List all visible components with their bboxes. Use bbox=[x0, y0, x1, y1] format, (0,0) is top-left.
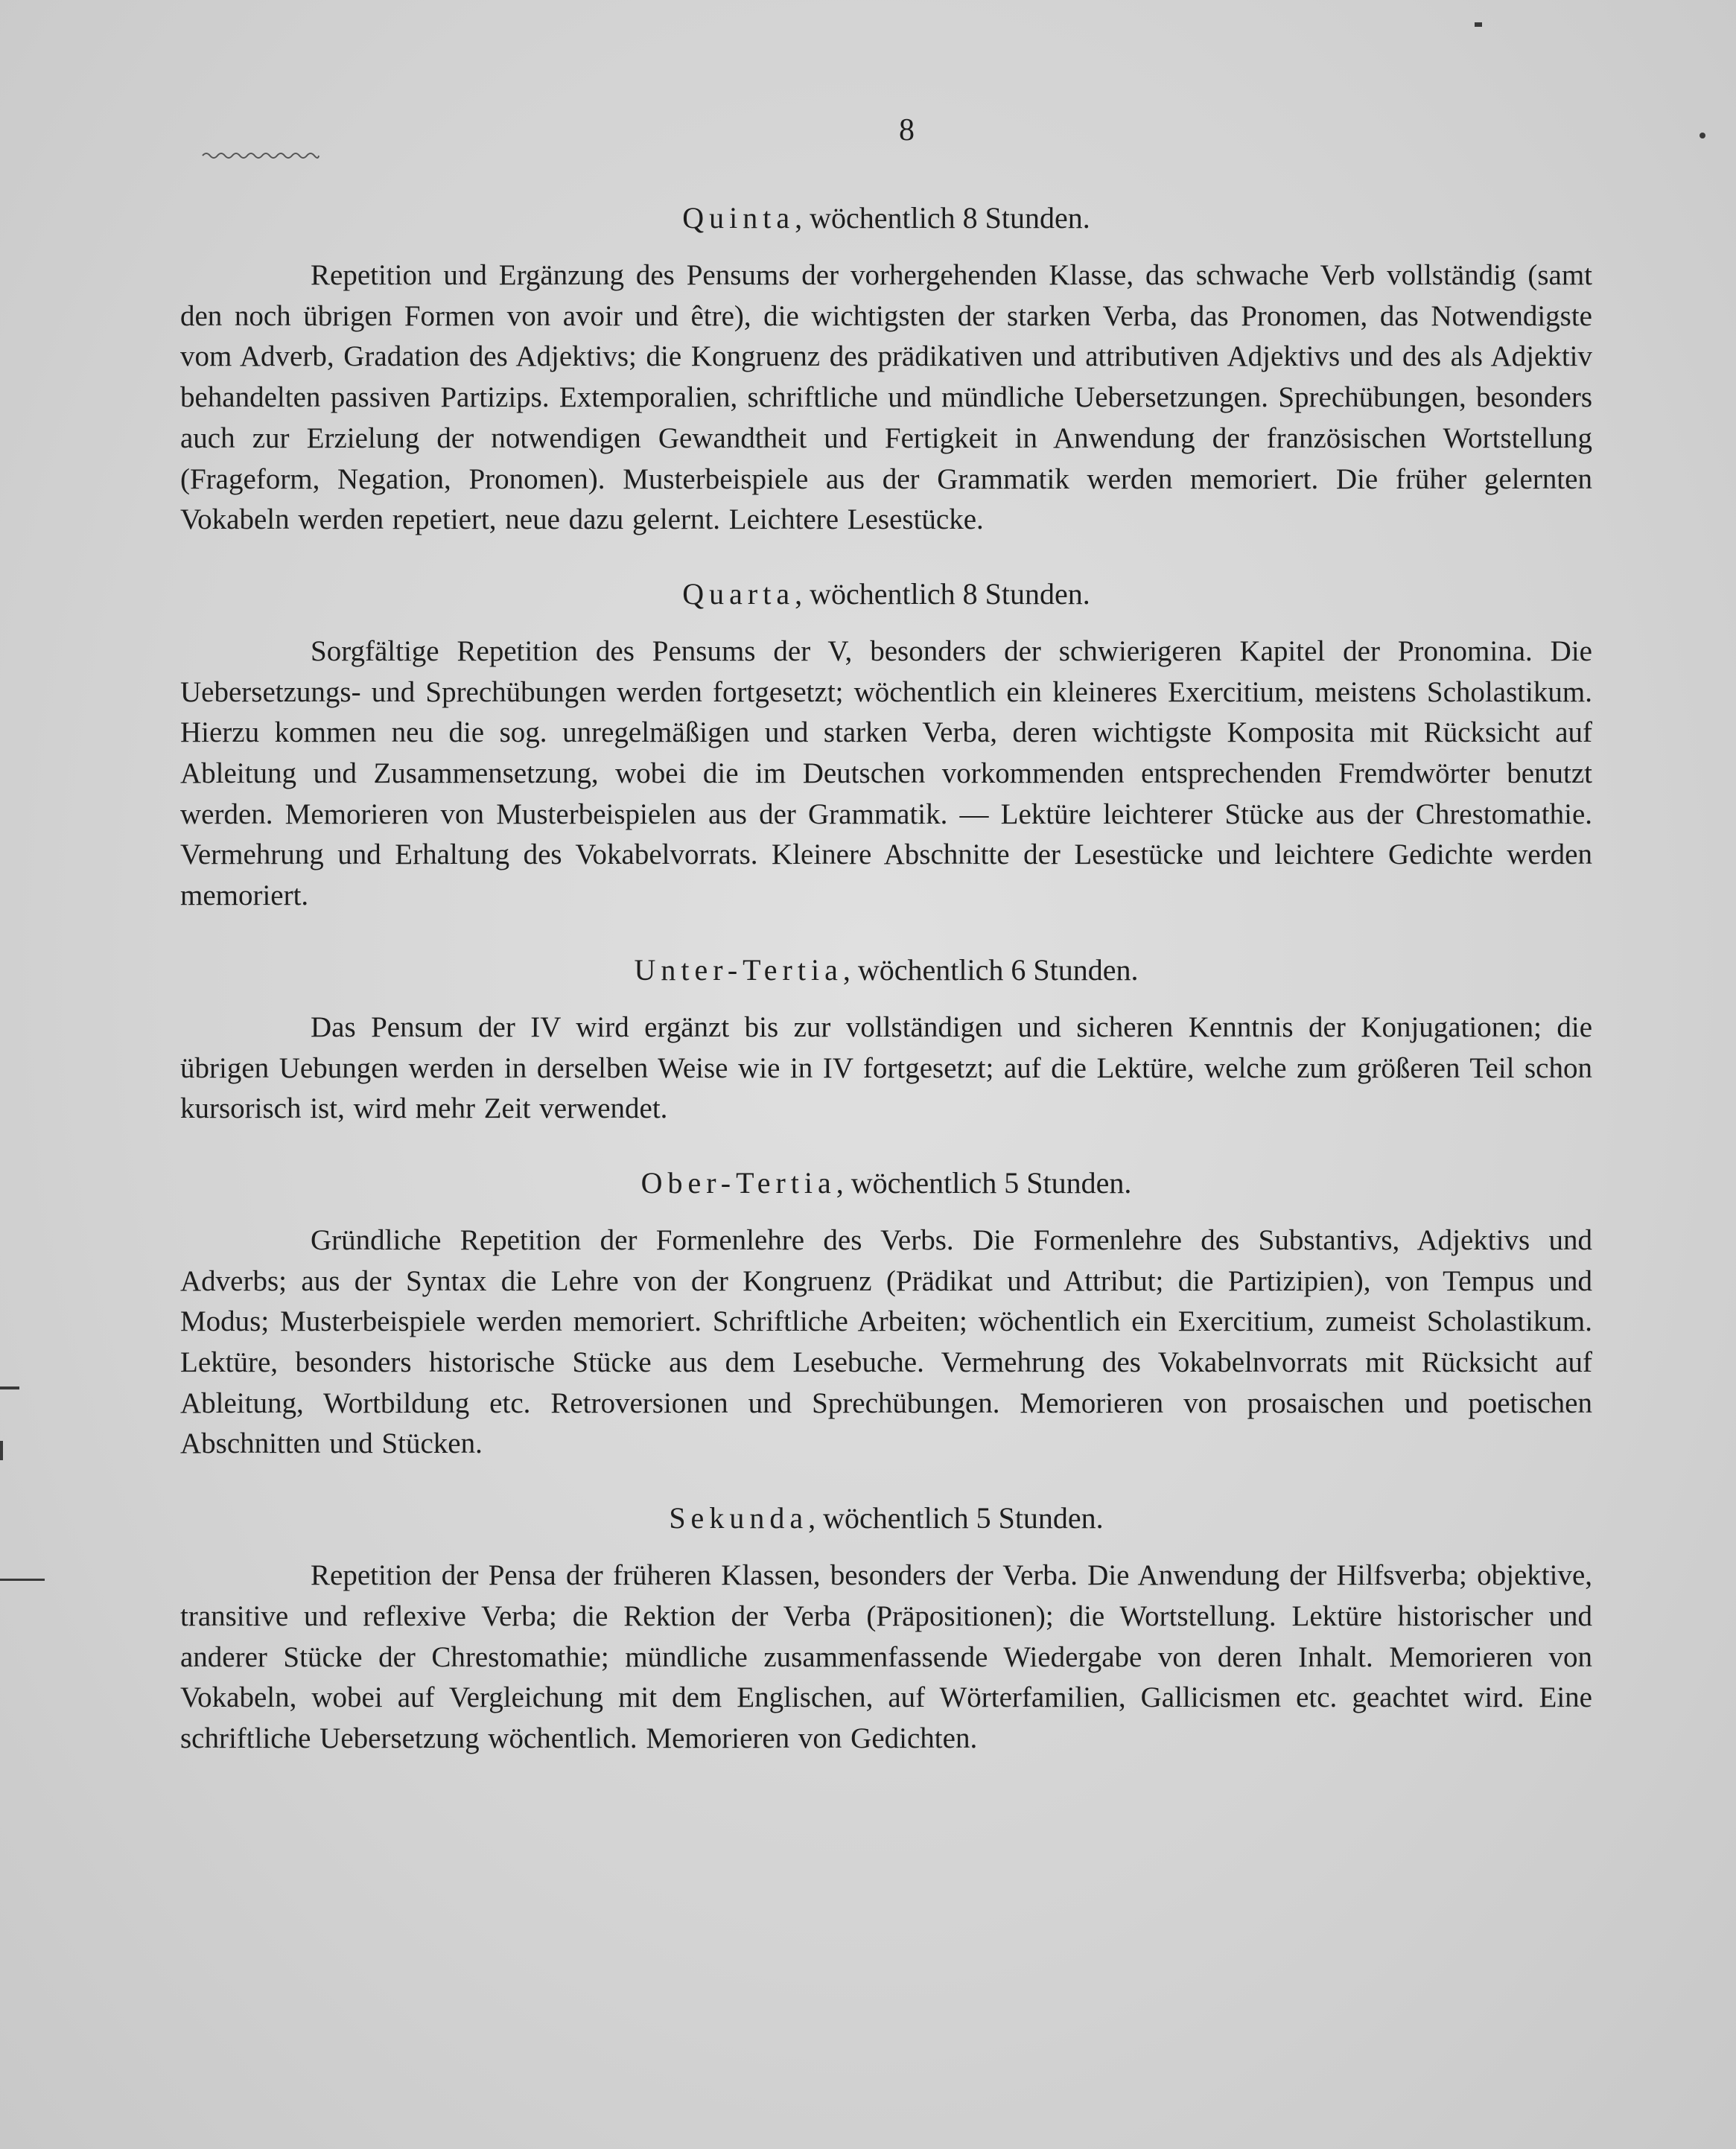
margin-mark bbox=[1700, 133, 1705, 139]
section-heading bbox=[180, 1497, 1592, 1539]
section-paragraph: Repetition der Pensa der früheren Klassen, besonders der Verba. Die Anwendung der Hilfsverba; objektive, transitive und reflexive Verba; die Rektion der Verba (Präpositionen); die Wortstellung. Lektüre historischer und anderer Stücke der Chrestomathie; mündliche zusammenfassende Wiedergabe von deren Inhalt. Memorieren von Vokabeln, wobei auf Vergleichung mit dem Englischen, auf Wörterfamilien, Gallicismen etc. geachtet wird. Eine schriftliche Uebersetzung wöchentlich. Memorieren von Gedichten. bbox=[180, 1559, 1592, 1754]
page-number-ornament bbox=[201, 150, 320, 161]
heading-hours: , wöchentlich 8 Stunden. bbox=[795, 576, 1090, 611]
heading-class-name: Quarta bbox=[682, 576, 795, 611]
heading-hours: , wöchentlich 8 Stunden. bbox=[795, 201, 1090, 235]
heading-hours: , wöchentlich 5 Stunden. bbox=[836, 1165, 1132, 1200]
section-unter-tertia bbox=[180, 949, 1592, 1130]
margin-mark bbox=[0, 1579, 45, 1581]
section-paragraph: Das Pensum der IV wird ergänzt bis zur vollständigen und sicheren Kenntnis der Konjugationen; die übrigen Uebungen werden in derselben Weise wie in IV fortgesetzt; auf die Lektüre, welche zum größeren Teil schon kursorisch ist, wird mehr Zeit verwendet. bbox=[180, 1010, 1592, 1125]
section-heading bbox=[180, 949, 1592, 991]
section-heading bbox=[180, 573, 1592, 615]
section-heading bbox=[180, 1162, 1592, 1204]
margin-mark bbox=[0, 1386, 19, 1389]
document-page bbox=[180, 112, 1592, 1760]
section-ober-tertia bbox=[180, 1162, 1592, 1465]
margin-mark bbox=[0, 1441, 3, 1460]
heading-hours: , wöchentlich 6 Stunden. bbox=[842, 952, 1139, 987]
section-quinta bbox=[180, 197, 1592, 541]
section-heading bbox=[180, 197, 1592, 239]
section-paragraph: Repetition und Ergänzung des Pensums der vorhergehenden Klasse, das schwache Verb vollständig (samt den noch übrigen Formen von avoir und être), die wichtigsten der starken Verba, das Pronomen, das Notwendigste vom Adverb, Gradation des Adjektivs; die Kongruenz des prädikativen und attributiven Adjektivs und des als Adjektiv behandelten passiven Partizips. Extemporalien, schriftliche und mündliche Uebersetzungen. Sprechübungen, besonders auch zur Erzielung der notwendigen Gewandtheit und Fertigkeit in Anwendung der französischen Wortstellung (Frageform, Negation, Pronomen). Musterbeispiele aus der Grammatik werden memoriert. Die früher gelernten Vokabeln werden repetiert, neue dazu gelernt. Leichtere Lesestücke. bbox=[180, 259, 1592, 536]
section-quarta bbox=[180, 573, 1592, 917]
heading-class-name: Ober-Tertia bbox=[640, 1165, 836, 1200]
section-paragraph: Gründliche Repetition der Formenlehre des Verbs. Die Formenlehre des Substantivs, Adjektivs und Adverbs; aus der Syntax die Lehre von der Kongruenz (Prädikat und Attribut; die Partizipien), von Tempus und Modus; Musterbeispiele werden memoriert. Schriftliche Arbeiten; wöchentlich ein Exercitium, zumeist Scholastikum. Lektüre, besonders historische Stücke aus dem Lesebuche. Vermehrung des Vokabelnvorrats mit Rücksicht auf Ableitung, Wortbildung etc. Retroversionen und Sprechübungen. Memorieren von prosaischen und poetischen Abschnitten und Stücken. bbox=[180, 1223, 1592, 1460]
section-paragraph: Sorgfältige Repetition des Pensums der V, besonders der schwierigeren Kapitel der Pronomina. Die Uebersetzungs- und Sprechübungen werden fortgesetzt; wöchentlich ein kleineres Exercitium, meistens Scholastikum. Hierzu kommen neu die sog. unregelmäßigen und starken Verba, deren wichtigste Komposita mit Rücksicht auf Ableitung und Zusammensetzung, wobei die im Deutschen vorkommenden entsprechenden Fremdwörter benutzt werden. Memorieren von Musterbeispielen aus der Grammatik. — Lektüre leichterer Stücke aus der Chrestomathie. Vermehrung und Erhaltung des Vokabelvorrats. Kleinere Abschnitte der Lesestücke und leichtere Gedichte werden memoriert. bbox=[180, 634, 1592, 912]
margin-mark bbox=[1475, 22, 1482, 27]
page-number: 8 bbox=[899, 113, 915, 147]
heading-class-name: Sekunda bbox=[669, 1501, 809, 1535]
heading-class-name: Quinta bbox=[682, 201, 795, 235]
heading-hours: , wöchentlich 5 Stunden. bbox=[808, 1501, 1104, 1535]
heading-class-name: Unter-Tertia bbox=[634, 952, 843, 987]
section-sekunda bbox=[180, 1497, 1592, 1760]
